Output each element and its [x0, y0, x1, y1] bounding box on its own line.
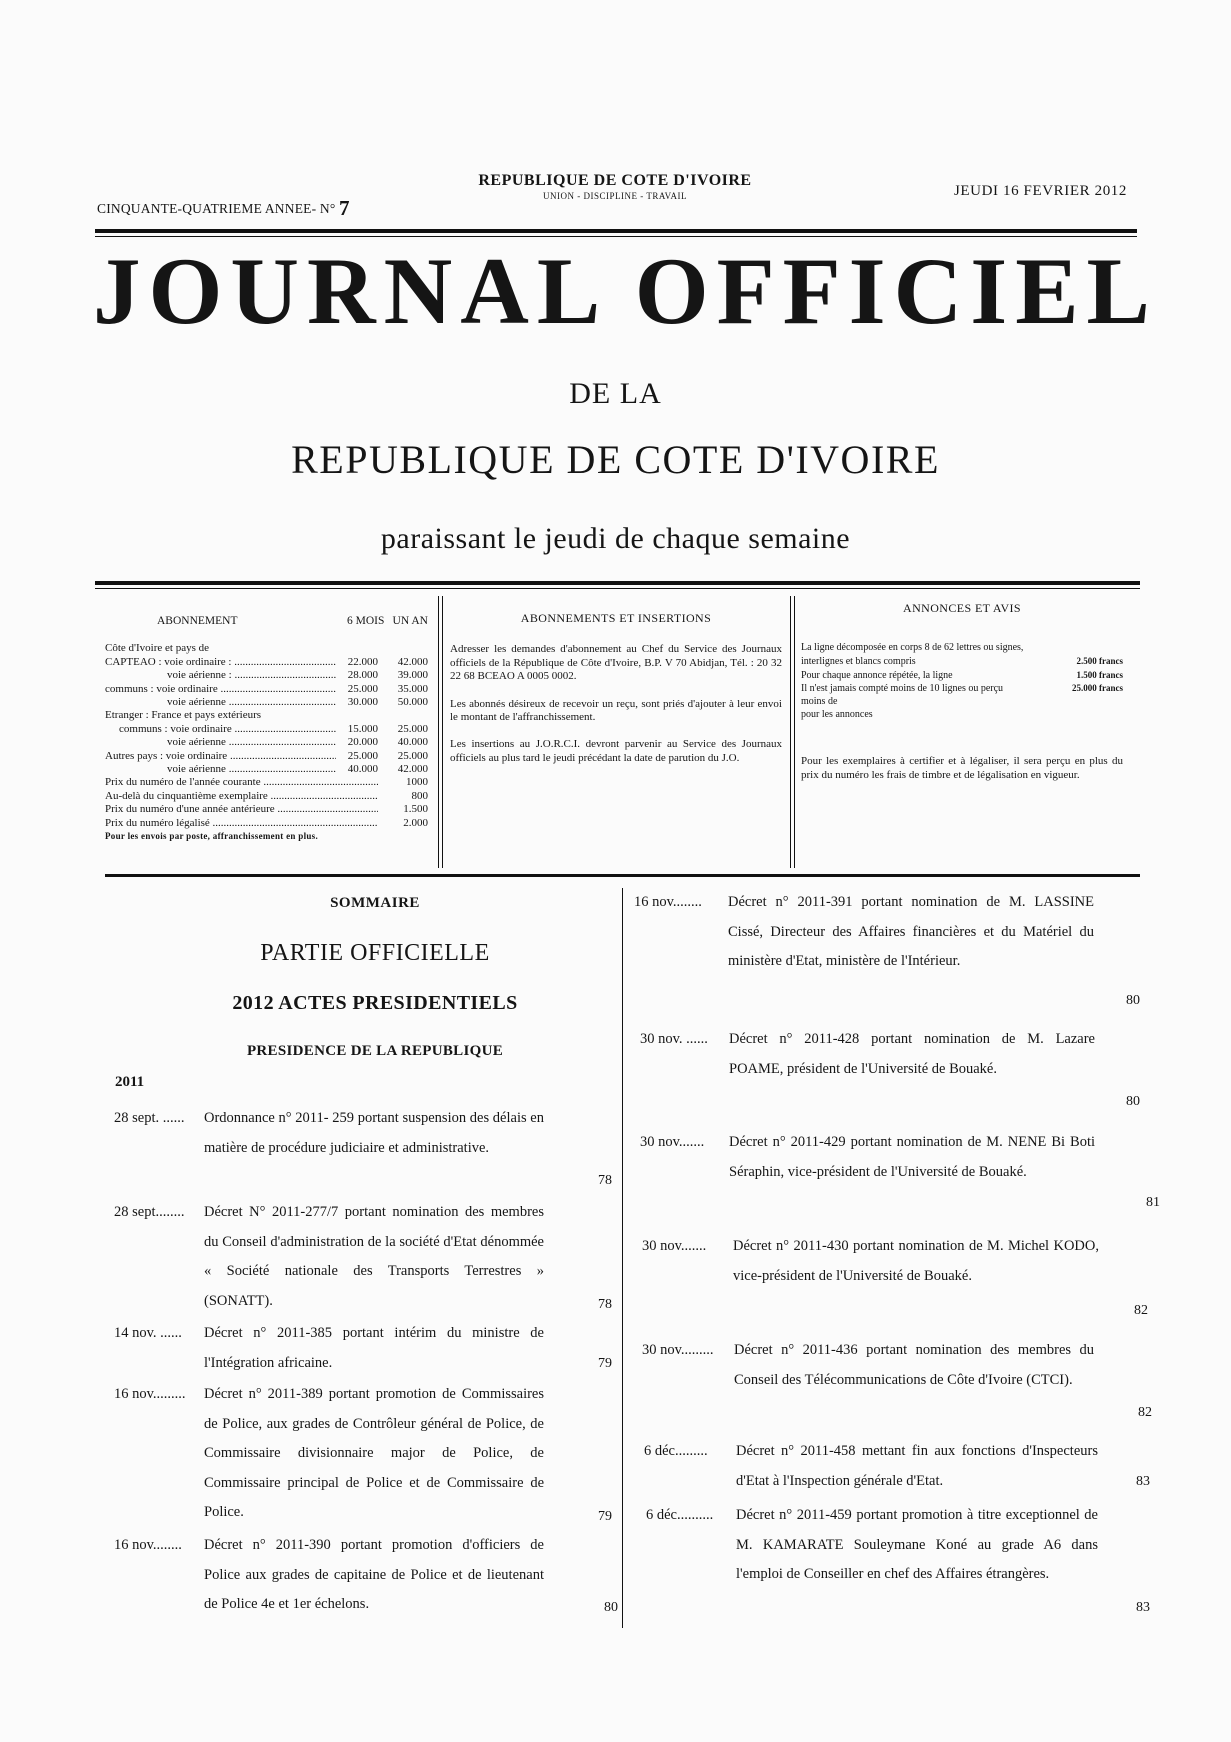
price-row: Prix du numéro d'une année antérieure ..... 1.500: [105, 803, 428, 816]
presidence-heading: PRESIDENCE DE LA REPUBLIQUE: [246, 1043, 504, 1059]
subscription-row: CAPTEAO : voie ordinaire : ..... 22.000 42.000: [105, 656, 428, 669]
toc-entry-date: 30 nov.........: [642, 1342, 714, 1358]
toc-entry-page: 80: [604, 1600, 618, 1615]
annonce-price-3: 25.000 francs: [1072, 683, 1123, 694]
info-box-top-rule-thin: [95, 588, 1140, 589]
toc-entry-date: 16 nov........: [634, 894, 702, 910]
toc-entry-text: Décret n° 2011-385 portant intérim du ministre de l'Intégration africaine.: [204, 1325, 544, 1371]
info-divider-2b: [794, 596, 795, 868]
annonce-price-1: 2.500 francs: [1076, 656, 1123, 667]
annonce-minimum-suffix: pour les annonces: [801, 708, 873, 720]
toc-entry-page: 80: [1126, 1094, 1140, 1109]
toc-entry-page: 82: [1138, 1405, 1152, 1420]
six-month-header: 6 MOIS: [346, 615, 385, 627]
toc-entry-text: Décret n° 2011-436 portant nomination des membres du Conseil des Télécommunications de Côte d'Ivoire (CTCI).: [734, 1342, 1094, 1388]
masthead-republique: REPUBLIQUE DE COTE D'IVOIRE: [291, 437, 940, 482]
toc-entry-date: 30 nov.......: [642, 1238, 707, 1254]
toc-entry-date: 30 nov. ......: [640, 1031, 708, 1047]
issue-date: JEUDI 16 FEVRIER 2012: [953, 183, 1127, 199]
insertions-receipt: Les abonnés désireux de recevoir un reçu, sont priés d'ajouter à leur envoi le montant de l'affranchissement.: [450, 697, 782, 724]
annonce-price-2: 1.500 francs: [1076, 669, 1123, 680]
subscription-header: ABONNEMENT: [157, 615, 238, 627]
issue-number: 7: [339, 196, 350, 220]
price-row: Prix du numéro légalisé ..... 2.000: [105, 817, 428, 830]
partie-officielle: PARTIE OFFICIELLE: [260, 940, 490, 966]
info-box-top-rule: [95, 581, 1140, 585]
toc-entry-text: Décret N° 2011-277/7 portant nomination des membres du Conseil d'administration de la société d'Etat dénommée « Société nationale des Transports Terrestres » (SONATT).: [204, 1204, 544, 1309]
toc-entry: [646, 1501, 1166, 1631]
toc-entry-date: 16 nov........: [114, 1537, 182, 1553]
subscription-row: communs : voie ordinaire ..... 15.000 25.000: [105, 723, 428, 736]
toc-entry-text: Décret n° 2011-390 portant promotion d'officiers de Police aux grades de capitaine de Police et de lieutenant de Police 4e et 1er échelons.: [204, 1537, 544, 1612]
one-year-header: UN AN: [392, 615, 428, 627]
subscription-table: [105, 598, 428, 864]
price-row: Au-delà du cinquantième exemplaire ..... 800: [105, 790, 428, 803]
toc-entry-date: 14 nov. ......: [114, 1325, 182, 1341]
toc-entry-page: 83: [1136, 1474, 1150, 1489]
toc-entry-page: 82: [1134, 1303, 1148, 1318]
info-divider-2: [790, 596, 791, 868]
toc-entry: [640, 1128, 1160, 1218]
toc-entry-page: 79: [598, 1356, 612, 1371]
toc-entry-page: 78: [598, 1173, 612, 1188]
header-republic-name: REPUBLIQUE DE COTE D'IVOIRE: [478, 172, 752, 189]
subscription-row: voie aérienne ..... 20.000 40.000: [105, 736, 428, 749]
toc-entry-text: Décret n° 2011-459 portant promotion à titre exceptionnel de M. KAMARATE Souleymane Koné au grade A6 dans l'emploi de Conseiller en chef des Affaires étrangères.: [736, 1507, 1098, 1582]
info-box-bottom-rule: [105, 874, 1140, 877]
insertions-column: [450, 598, 782, 864]
toc-entry: [642, 1232, 1162, 1322]
annonces-header: ANNONCES ET AVIS: [903, 601, 1021, 615]
toc-entry: [640, 1025, 1160, 1115]
toc-entry-text: Ordonnance n° 2011- 259 portant suspension des délais en matière de procédure judiciaire et administrative.: [204, 1110, 544, 1156]
insertions-address: Adresser les demandes d'abonnement au Chef du Service des Journaux officiels de la République de Côte d'Ivoire, B.P. V 70 Abidjan, Tél. : 20 32 22 68 BCEAO A 0005 0002.: [450, 643, 782, 683]
insertions-deadline: Les insertions au J.O.R.C.I. devront parvenir au Service des Journaux officiels au plus tard le jeudi précédant la date de parution du J.O.: [450, 738, 782, 764]
top-rule-thin: [95, 236, 1137, 237]
toc-entry-text: Décret n° 2011-391 portant nomination de M. LASSINE Cissé, Directeur des Affaires financières et du Matériel du ministère d'Etat, ministère de l'Intérieur.: [728, 894, 1094, 969]
actes-presidentiels: 2012 ACTES PRESIDENTIELS: [232, 992, 518, 1014]
toc-entry-date: 6 déc..........: [646, 1507, 714, 1523]
toc-entry-date: 30 nov.......: [640, 1134, 705, 1150]
issue-number-line: [97, 196, 350, 221]
toc-entry-text: Décret n° 2011-429 portant nomination de M. NENE Bi Boti Séraphin, vice-président de l'Université de Bouaké.: [729, 1134, 1095, 1180]
toc-entry: [114, 1531, 634, 1626]
toc-entry: [634, 888, 1154, 1008]
subscription-row: voie aérienne ..... 30.000 50.000: [105, 696, 428, 709]
toc-entry: [114, 1104, 614, 1194]
info-divider-1b: [442, 596, 443, 868]
subscription-intro: Côte d'Ivoire et pays de: [105, 642, 210, 655]
toc-entry-text: Décret n° 2011-428 portant nomination de M. Lazare POAME, président de l'Université de Bouaké.: [729, 1031, 1095, 1077]
insertions-header: ABONNEMENTS ET INSERTIONS: [520, 611, 712, 625]
annonces-column: [801, 598, 1123, 864]
toc-entry-date: 28 sept. ......: [114, 1110, 185, 1126]
masthead-subtitle: paraissant le jeudi de chaque semaine: [380, 522, 851, 555]
toc-entry-text: Décret n° 2011-430 portant nomination de M. Michel KODO, vice-président de l'Université de Bouaké.: [733, 1238, 1099, 1284]
subscription-row: communs : voie ordinaire ..... 25.000 35.000: [105, 683, 428, 696]
annonce-line-rate: La ligne décomposée en corps 8 de 62 lettres ou signes, interlignes et blancs compris: [801, 642, 1024, 667]
foreign-title: Etranger : France et pays extérieurs: [105, 709, 262, 722]
postage-footnote: Pour les envois par poste, affranchissement en plus.: [105, 831, 319, 842]
header-motto: UNION - DISCIPLINE - TRAVAIL: [543, 191, 687, 201]
toc-entry-page: 78: [598, 1297, 612, 1312]
toc-entry-text: Décret n° 2011-458 mettant fin aux fonctions d'Inspecteurs d'Etat à l'Inspection générale d'Etat.: [736, 1443, 1098, 1489]
header-republic: [465, 172, 765, 201]
toc-entry: [114, 1198, 614, 1318]
subscription-row: voie aérienne : ..... 28.000 39.000: [105, 669, 428, 682]
annonce-minimum-line: Il n'est jamais compté moins de 10 lignes ou perçu moins de: [801, 683, 1004, 708]
top-rule-thick: [95, 229, 1137, 233]
toc-entry-page: 83: [1136, 1600, 1150, 1615]
masthead-title: JOURNAL OFFICIEL: [93, 238, 1158, 344]
toc-entry-page: 81: [1146, 1195, 1160, 1210]
annonces-legalisation: Pour les exemplaires à certifier et à légaliser, il sera perçu en plus du prix du numéro les frais de timbre et de légalisation en vigueur.: [801, 755, 1123, 781]
info-divider-1: [438, 596, 439, 868]
toc-entry-page: 79: [598, 1509, 612, 1524]
price-row: Prix du numéro de l'année courante ..... 1000: [105, 776, 428, 789]
toc-entry-text: Décret n° 2011-389 portant promotion de Commissaires de Police, aux grades de Contrôleur général de Police, de Commissaire divisionnaire major de Police, de Commissaire principal de Police et de Commissaire de Police.: [204, 1386, 544, 1520]
toc-entry-page: 80: [1126, 993, 1140, 1008]
toc-entry: [644, 1437, 1164, 1502]
year-heading: 2011: [115, 1074, 145, 1090]
masthead-de-la: DE LA: [569, 377, 662, 410]
toc-entry: [114, 1380, 614, 1530]
toc-entry-date: 28 sept........: [114, 1204, 185, 1220]
annonce-repeat-line: Pour chaque annonce répétée, la ligne: [801, 669, 953, 681]
toc-entry-date: 6 déc.........: [644, 1443, 708, 1459]
subscription-row: voie aérienne ..... 40.000 42.000: [105, 763, 428, 776]
toc-entry: [114, 1319, 614, 1379]
subscription-row: Autres pays : voie ordinaire ..... 25.000 25.000: [105, 750, 428, 763]
year-issue-label: CINQUANTE-QUATRIEME ANNEE- N°: [97, 201, 336, 216]
sommaire-title: SOMMAIRE: [330, 895, 420, 911]
toc-entry-date: 16 nov.........: [114, 1386, 186, 1402]
toc-entry: [642, 1336, 1162, 1426]
